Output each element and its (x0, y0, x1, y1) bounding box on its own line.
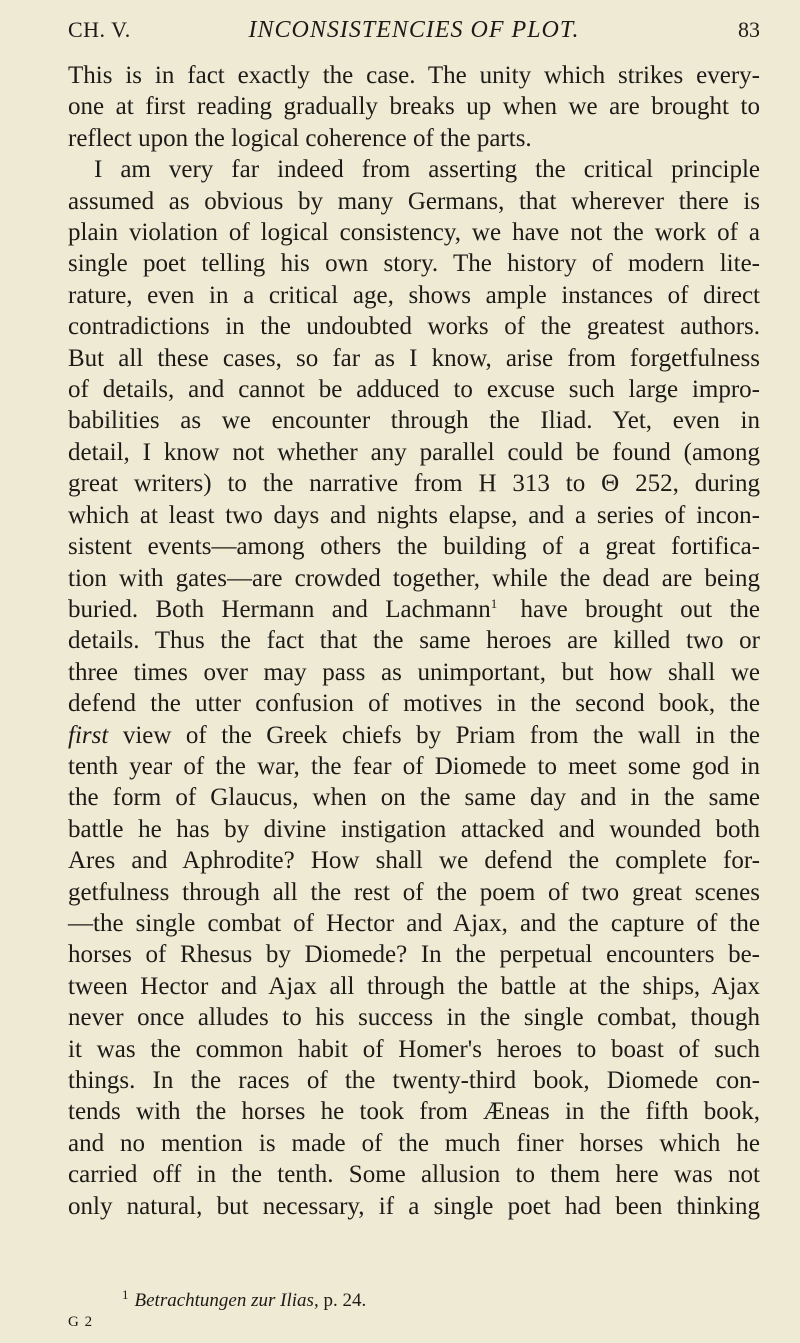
text-line: horses of Rhesus by Diomede? In the perpetual encounters be- (68, 941, 760, 969)
text-line: it was the common habit of Homer's heroes to boast of such (68, 1035, 760, 1063)
text-line: This is in fact exactly the case. The unity which strikes every- (68, 62, 760, 89)
text-line: But all these cases, so far as I know, arise from forgetfulness (68, 344, 760, 372)
text-line: tends with the horses he took from Æneas in the fifth book, (68, 1098, 760, 1126)
page-number: 83 (738, 17, 760, 42)
text-line: one at first reading gradually breaks up when we are brought to (68, 93, 760, 121)
text-line-with-footnote (68, 594, 760, 625)
text-line: battle he has by divine instigation attacked and wounded both (68, 815, 760, 843)
text-line: contradictions in the undoubted works of the greatest authors. (68, 313, 760, 341)
chapter-label: CH. V. (68, 17, 131, 42)
text-segment: have brought out the (503, 595, 760, 623)
running-title: INCONSISTENCIES OF PLOT. (248, 17, 580, 43)
footnote-marker: 1 (122, 1286, 129, 1302)
text-line: plain violation of logical consistency, we have not the work of a (68, 219, 760, 247)
text-line: details. Thus the fact that the same heroes are killed two or (68, 627, 760, 655)
text-line: getfulness through all the rest of the poem of two great scenes (68, 878, 760, 906)
text-line: reflect upon the logical coherence of the parts. (68, 124, 532, 152)
text-segment: buried. Both Hermann and Lachmann (68, 595, 491, 623)
text-line: single poet telling his own story. The history of modern lite- (68, 250, 760, 278)
text-line: defend the utter confusion of motives in the second book, the (68, 690, 760, 718)
text-line-with-italic (68, 720, 760, 751)
text-line: assumed as obvious by many Germans, that wherever there is (68, 187, 760, 215)
footnote-reference[interactable]: 1 (490, 595, 498, 611)
text-line: things. In the races of the twenty-third book, Diomede con- (68, 1067, 760, 1094)
italic-word: first (68, 721, 109, 749)
text-line: —the single combat of Hector and Ajax, and the capture of the (68, 909, 760, 937)
paragraph-1 (68, 60, 760, 154)
signature-mark: G 2 (68, 1314, 94, 1330)
text-line: only natural, but necessary, if a single poet had been thinking (68, 1192, 760, 1220)
text-line: detail, I know not whether any parallel could be found (among (68, 438, 760, 466)
footnote-line (68, 1286, 760, 1312)
footnote-rest: , p. 24. (313, 1290, 367, 1311)
text-line: Ares and Aphrodite? How shall we defend the complete for- (68, 847, 760, 875)
text-line: rature, even in a critical age, shows ample instances of direct (68, 281, 760, 309)
text-line: I am very far indeed from asserting the critical principle (94, 156, 760, 184)
running-head (68, 8, 760, 52)
text-line: and no mention is made of the much finer horses which he (68, 1129, 760, 1157)
text-line: babilities as we encounter through the Iliad. Yet, even in (68, 407, 760, 435)
text-line: which at least two days and nights elapse, and a series of incon- (68, 501, 760, 529)
text-segment: view of the Greek chiefs by Priam from the wall in the (122, 721, 760, 749)
text-line: sistent events—among others the building of a great fortifica- (68, 533, 760, 561)
body-text (68, 60, 760, 1222)
footnote-title: Betrachtungen zur Ilias (134, 1290, 314, 1311)
footnote (68, 1286, 760, 1312)
text-line: carried off in the tenth. Some allusion to them here was not (68, 1161, 760, 1189)
text-line: never once alludes to his success in the single combat, though (68, 1004, 760, 1032)
text-line: tion with gates—are crowded together, while the dead are being (68, 564, 760, 592)
text-line: great writers) to the narrative from Η 313 to Θ 252, during (68, 470, 760, 498)
text-line: of details, and cannot be adduced to excuse such large impro- (68, 376, 760, 404)
text-line: three times over may pass as unimportant, but how shall we (68, 658, 760, 686)
text-line: the form of Glaucus, when on the same day and in the same (68, 784, 760, 812)
text-line: tween Hector and Ajax all through the battle at the ships, Ajax (68, 972, 760, 1000)
paragraph-2 (68, 154, 760, 1222)
text-line: tenth year of the war, the fear of Diomede to meet some god in (68, 752, 760, 780)
